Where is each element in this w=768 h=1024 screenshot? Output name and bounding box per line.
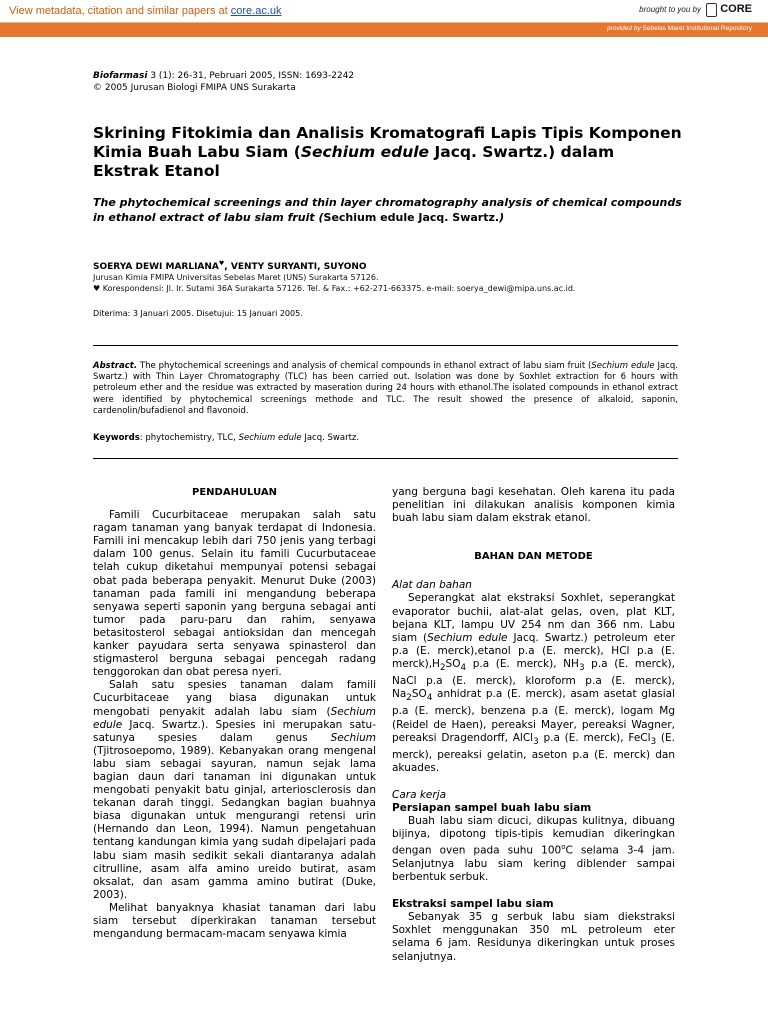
- subscript: 3: [650, 736, 657, 747]
- title-text-2: Jacq. Swartz.) dalam Ekstrak Etanol: [93, 143, 615, 180]
- core-logo-text: CORE: [720, 3, 752, 16]
- subheading-cara-kerja: Cara kerja: [392, 788, 447, 801]
- metadata-notice: [9, 5, 282, 17]
- subheading-alat-bahan: Alat dan bahan: [392, 579, 472, 592]
- ab-text-h: p.a (E. merck), FeCl: [538, 731, 651, 744]
- paragraph-ekstraksi: Sebanyak 35 g serbuk labu siam diekstraksi Soxhlet menggunakan 350 mL petroleum eter selama 6 jam. Residunya dikeringkan untuk proses selanjutnya.: [392, 911, 675, 963]
- metadata-text: View metadata, citation and similar papers at: [9, 5, 231, 17]
- keywords-label: Keywords: [93, 433, 140, 443]
- paragraph-1: Famili Cucurbitaceae merupakan salah satu ragam tanaman yang banyak terdapat di Indonesia. Famili ini mencakup lebih dari 750 jenis yang terbagi dalam 100 genus. Selain itu famili Cucurbutaceae telah cukup diketahui mempunyai potensi sebagai obat pada beberapa penyakit. Menurut Duke (2003) tanaman pada famili ini mengandung beberapa senyawa seperti saponin yang berguna sebagai anti tumor pada paru-paru dan rahim, senyawa betasitosterol sebagai antioksidan dan mencegah kanker payudara serta senyawa spinasterol dan stigmasterol berguna sebagai pencegah radang tenggorokan dan obat peresa nyeri.: [93, 509, 376, 679]
- provider-name: Sebelas Maret Institutional Repository: [642, 25, 752, 32]
- keywords-text-1: : phytochemistry, TLC,: [139, 433, 239, 443]
- abstract-species: Sechium edule: [591, 361, 655, 371]
- section-heading-pendahuluan: PENDAHULUAN: [192, 487, 277, 498]
- subscript: 3: [578, 663, 585, 674]
- subscript: 4: [426, 693, 433, 704]
- section-heading-bahan-metode: BAHAN DAN METODE: [474, 551, 593, 563]
- ab-text-c: SO: [445, 657, 461, 670]
- title-text-1: Skrining Fitokimia dan Analisis Kromatografi Lapis Tipis Komponen Kimia Buah Labu Siam (: [93, 124, 682, 161]
- paragraph-persiapan: [392, 815, 675, 884]
- keywords: [93, 433, 359, 443]
- subscript: 2: [439, 663, 446, 674]
- keywords-species: Sechium edule: [238, 433, 302, 443]
- divider-bottom: [93, 458, 678, 459]
- abstract-text-1: The phytochemical screenings and analysis of chemical compounds in ethanol extract of labu siam fruit (: [137, 361, 592, 371]
- abstract-text-2: Jacq. Swartz.) with Thin Layer Chromatography (TLC) has been carried out. Isolation was done by Soxhlet extraction for 6 hours with petroleum ether and the residue was extracted by maseration during 24 hours with ethanol.The isolated compounds in ethanol extract were identified by phytochemical screenings methode and TLC. The result showed the presence of alkaloid, saponin, cardenolin/bufadienol and flavonoid.: [93, 361, 678, 416]
- brought-by-text: brought to you by: [639, 5, 701, 15]
- ab-text-i: (E. merck), pereaksi gelatin, aseton p.a (E. merck) dan akuades.: [392, 731, 675, 774]
- ab-text-e: p.a (E. merck), NaCl p.a (E. merck), kloroform p.a (E. merck), Na: [392, 657, 675, 701]
- prep-text-b: C selama 3-4 jam. Selanjutnya labu siam kering diblender sampai berbentuk serbuk.: [392, 844, 675, 884]
- other-authors: , VENTY SURYANTI, SUYONO: [224, 262, 367, 272]
- ab-text-d: p.a (E. merck), NH: [466, 657, 579, 670]
- correspondence-line: ♥ Korespondensi: Jl. Ir. Sutami 36A Surakarta 57126. Tel. & Fax.: +62-271-663375. e-mail: soerya_dewi@mipa.uns.ac.id.: [93, 284, 576, 293]
- p2-text-a: Salah satu spesies tanaman dalam famili Cucurbitaceae yang biasa digunakan untuk mengobati penyakit adalah labu siam (: [93, 679, 376, 718]
- subscript: 4: [460, 663, 467, 674]
- journal-citation: [93, 70, 354, 94]
- english-title: [93, 195, 683, 225]
- p2-text-b: Jacq. Swartz.). Spesies ini merupakan satu-satunya spesies dalam genus: [93, 718, 376, 744]
- core-logo-icon: [706, 3, 717, 17]
- received-dates: Diterima: 3 Januari 2005. Disetujui: 15 Januari 2005.: [93, 309, 303, 318]
- paragraph-continued: yang berguna bagi kesehatan. Oleh karena itu pada penelitian ini dilakukan analisis komponen kimia buah labu siam dalam ekstrak etanol.: [392, 486, 675, 525]
- subscript: 3: [533, 736, 539, 747]
- subtitle-text-1: The phytochemical screenings and thin layer chromatography analysis of chemical compounds in ethanol extract of labu siam fruit (: [93, 196, 682, 224]
- prep-text-a: Buah labu siam dicuci, dikupas kulitnya, dibuang bijinya, dipotong tipis-tipis kemudian dikeringkan dengan oven pada suhu 100: [392, 815, 675, 857]
- first-author: SOERYA DEWI MARLIANA: [93, 262, 219, 272]
- subtitle-text-2: ): [499, 211, 505, 224]
- provided-prefix: provided by: [607, 25, 641, 32]
- ab-text-f: SO: [411, 688, 427, 701]
- abstract-label: Abstract.: [93, 361, 138, 371]
- p2-species: Sechium edule: [93, 705, 376, 731]
- ab-text-g: anhidrat p.a (E. merck), asam asetat glasial p.a (E. merck), benzena p.a (E. merck), logam Mg (Reidel de Haen), pereaksi Mayer, pereaksi Wagner, pereaksi Dragendorff, AlCl: [392, 688, 675, 744]
- core-branding[interactable]: [639, 3, 752, 17]
- title-species: Sechium edule: [300, 143, 430, 161]
- ab-text-a: Seperangkat alat ekstraksi Soxhlet, seperangkat evaporator buchii, alat-alat gelas, oven, plat KLT, bejana KLT, lampu UV 254 nm dan 366 nm. Labu siam (: [392, 592, 675, 644]
- subscript: 2: [406, 693, 412, 704]
- subtitle-species: Sechium edule Jacq. Swartz.: [323, 211, 500, 224]
- author-list: [93, 260, 367, 272]
- subheading-persiapan: Persiapan sampel buah labu siam: [392, 802, 592, 815]
- paper-title: [93, 124, 683, 181]
- ab-species: Sechium edule: [427, 631, 508, 644]
- paragraph-alat-bahan: [392, 592, 675, 775]
- ab-text-b: Jacq. Swartz.) petroleum eter p.a (E. merck),etanol p.a (E. merck), HCl p.a (E. merck),H: [392, 631, 675, 670]
- p2-genus: Sechium: [330, 731, 376, 744]
- core-link[interactable]: core.ac.uk: [230, 5, 282, 17]
- journal-issue: 3 (1): 26-31, Pebruari 2005, ISSN: 1693-2242: [147, 71, 355, 81]
- corresponding-mark: ♥: [218, 260, 225, 267]
- divider-top: [93, 345, 678, 346]
- affiliation: [93, 272, 575, 294]
- subheading-ekstraksi: Ekstraksi sampel labu siam: [392, 898, 554, 911]
- affiliation-dept: Jurusan Kimia FMIPA Universitas Sebelas Maret (UNS) Surakarta 57126.: [93, 273, 379, 282]
- journal-copyright: © 2005 Jurusan Biologi FMIPA UNS Surakarta: [93, 83, 296, 93]
- keywords-text-2: Jacq. Swartz.: [301, 433, 360, 443]
- right-column: [392, 486, 675, 964]
- core-header-bar: [0, 0, 768, 23]
- paragraph-2: [93, 679, 376, 902]
- paragraph-3: Melihat banyaknya khasiat tanaman dari labu siam tersebut diperkirakan tanaman tersebut mengandung bermacam-macam senyawa kimia: [93, 901, 376, 941]
- degree-mark: o: [561, 843, 566, 852]
- p2-text-c: (Tjitrosoepomo, 1989). Kebanyakan orang mengenal labu siam sebagai sayuran, namun sejak lama bagian daun dari tanaman ini digunakan untuk mengobati penyakit batu ginjal, arteriosclerosis dan tekanan darah tinggi. Sedangkan bagian buahnya biasa digunakan untuk mengurangi retensi urin (Hernando dan Leon, 1994). Namun pengetahuan tentang kandungan kimia yang sudah dipelajari pada labu siam masih sedikit sekali diantaranya adalah citrulline, asam alfa amino ureido butirat, asam oksalat, dan asam gamma amino butirat (Duke, 2003).: [93, 744, 376, 901]
- left-column: [93, 486, 376, 941]
- provider-bar: [0, 23, 768, 37]
- provider-text[interactable]: [607, 25, 752, 32]
- abstract: [93, 361, 678, 417]
- journal-name: Biofarmasi: [93, 71, 148, 81]
